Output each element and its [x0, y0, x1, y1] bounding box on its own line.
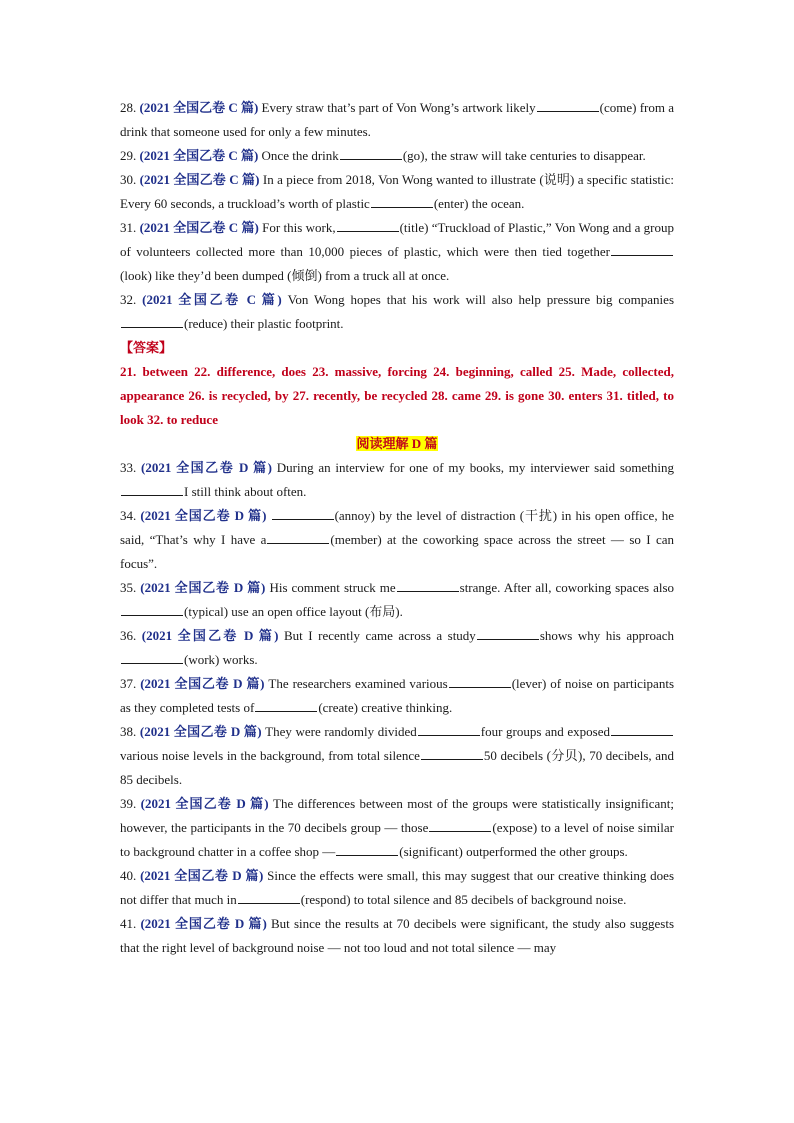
item-text: The differences between most of the groups were statistically insignificant; however, the participants in the 70 decibels group — those	[120, 796, 675, 835]
item-text: Every straw that’s part of Von Wong’s artwork likely	[261, 100, 536, 115]
item-text: (expose) to a level of noise similar to background chatter in a coffee shop —	[120, 820, 675, 859]
item-text: His comment struck me	[269, 580, 396, 595]
item-text: (typical) use an open office layout (布局).	[184, 604, 403, 619]
item-number: 35.	[120, 580, 137, 595]
answer-blank[interactable]	[611, 723, 673, 736]
item-text: (come) from a drink that someone used for only a few minutes.	[120, 100, 674, 139]
exercise-list-d	[120, 456, 674, 960]
item-text: In a piece from 2018, Von Wong wanted to illustrate (说明) a specific statistic: Every 60 seconds, a truckload’s worth of plastic	[120, 172, 675, 211]
answer-blank[interactable]	[121, 315, 183, 328]
item-text: For this work,	[262, 220, 336, 235]
item-number: 40.	[120, 868, 137, 883]
exercise-item	[120, 912, 674, 960]
item-text: (look) like they’d been dumped (倾倒) from a truck all at once.	[120, 268, 450, 283]
answer-blank[interactable]	[429, 819, 491, 832]
item-source: (2021 全国乙卷 D 篇)	[140, 868, 264, 883]
answer-blank[interactable]	[121, 483, 183, 496]
item-number: 34.	[120, 508, 137, 523]
item-text: (significant) outperformed the other groups.	[399, 844, 628, 859]
item-source: (2021 全国乙卷 D 篇)	[141, 460, 272, 475]
answer-blank[interactable]	[340, 147, 402, 160]
item-source: (2021 全国乙卷 D 篇)	[140, 508, 267, 523]
answer-blank[interactable]	[255, 699, 317, 712]
item-source: (2021 全国乙卷 D 篇)	[140, 676, 265, 691]
exercise-item	[120, 576, 674, 624]
item-source: (2021 全国乙卷 D 篇)	[140, 916, 267, 931]
exercise-item	[120, 672, 674, 720]
item-text: (respond) to total silence and 85 decibels of background noise.	[300, 892, 627, 907]
item-text: They were randomly divided	[265, 724, 417, 739]
item-number: 41.	[120, 916, 137, 931]
answer-blank[interactable]	[421, 747, 483, 760]
item-text: Von Wong hopes that his work will also help pressure big companies	[287, 292, 674, 307]
item-source: (2021 全国乙卷 C 篇)	[139, 148, 259, 163]
item-source: (2021 全国乙卷 D 篇)	[139, 724, 262, 739]
item-text: (annoy) by the level of distraction (干扰) in his open office, he said, “That’s why I have a	[120, 508, 675, 547]
exercise-item	[120, 792, 674, 864]
item-number: 36.	[120, 628, 137, 643]
answer-blank[interactable]	[238, 891, 300, 904]
answer-blank[interactable]	[371, 195, 433, 208]
item-text: (go), the straw will take centuries to disappear.	[402, 148, 646, 163]
exercise-item	[120, 456, 674, 504]
item-number: 31.	[120, 220, 137, 235]
item-text: I still think about often.	[184, 484, 307, 499]
item-text: (reduce) their plastic footprint.	[184, 316, 344, 331]
item-text: 50 decibels (分贝), 70 decibels, and 85 decibels.	[120, 748, 674, 787]
item-text: (lever) of noise on participants as they completed tests of	[120, 676, 675, 715]
item-source: (2021 全国乙卷 C 篇)	[139, 220, 259, 235]
exercise-item	[120, 288, 674, 336]
exercise-list-c	[120, 96, 674, 336]
document-content	[120, 96, 674, 960]
item-text: shows why his approach	[539, 628, 675, 643]
exercise-item	[120, 144, 674, 168]
item-text: various noise levels in the background, from total silence	[120, 748, 420, 763]
answer-blank[interactable]	[477, 627, 539, 640]
item-text: four groups and exposed	[480, 724, 611, 739]
exercise-item	[120, 624, 674, 672]
item-text: Once the drink	[261, 148, 339, 163]
item-source: (2021 全国乙卷 C 篇)	[139, 172, 260, 187]
answer-blank[interactable]	[418, 723, 480, 736]
item-text: strange. After all, coworking spaces also	[459, 580, 675, 595]
item-text: (member) at the coworking space across the street — so I can focus”.	[120, 532, 675, 571]
exercise-item	[120, 168, 674, 216]
item-text: But I recently came across a study	[284, 628, 476, 643]
section-title	[120, 432, 674, 456]
answer-blank[interactable]	[397, 579, 459, 592]
item-source: (2021 全国乙卷 D 篇)	[141, 628, 279, 643]
item-text: (work) works.	[184, 652, 258, 667]
answer-blank[interactable]	[267, 531, 329, 544]
section-title-text: 阅读理解 D 篇	[356, 436, 438, 451]
exercise-item	[120, 864, 674, 912]
item-text: The researchers examined various	[268, 676, 448, 691]
item-number: 33.	[120, 460, 137, 475]
answer-heading: 【答案】	[120, 340, 173, 355]
exercise-item	[120, 504, 674, 576]
item-number: 29.	[120, 148, 137, 163]
answer-blank[interactable]	[337, 219, 399, 232]
exercise-item	[120, 720, 674, 792]
item-number: 39.	[120, 796, 137, 811]
item-text: (enter) the ocean.	[433, 196, 525, 211]
answer-blank[interactable]	[449, 675, 511, 688]
item-number: 28.	[120, 100, 137, 115]
item-text: But since the results at 70 decibels were significant, the study also suggests that the right level of background noise — not too loud and not total silence — may	[120, 916, 675, 955]
answer-blank[interactable]	[272, 507, 334, 520]
answer-blank[interactable]	[121, 651, 183, 664]
answer-blank[interactable]	[121, 603, 183, 616]
item-source: (2021 全国乙卷 C 篇)	[139, 100, 259, 115]
item-source: (2021 全国乙卷 D 篇)	[140, 796, 269, 811]
item-number: 30.	[120, 172, 137, 187]
answer-key: 21. between 22. difference, does 23. massive, forcing 24. beginning, called 25. Made, collected, appearance 26. is recycled, by 27. recently, be recycled 28. came 29. is gone 30. enters 31. titled, to look 32. to reduce	[120, 364, 674, 427]
answer-blank[interactable]	[336, 843, 398, 856]
item-source: (2021 全国乙卷 D 篇)	[140, 580, 266, 595]
item-text: During an interview for one of my books, my interviewer said something	[276, 460, 675, 475]
exercise-item	[120, 216, 674, 288]
item-text: (title) “Truckload of Plastic,” Von Wong and a group of volunteers collected more than 10,000 pieces of plastic, which were then tied together	[120, 220, 675, 259]
exercise-item	[120, 96, 674, 144]
item-text: Since the effects were small, this may suggest that our creative thinking does not differ that much in	[120, 868, 675, 907]
answer-blank[interactable]	[537, 99, 599, 112]
item-number: 32.	[120, 292, 137, 307]
item-number: 38.	[120, 724, 137, 739]
answer-blank[interactable]	[611, 243, 673, 256]
item-text: (create) creative thinking.	[318, 700, 453, 715]
item-source: (2021 全国乙卷 C 篇)	[142, 292, 282, 307]
item-number: 37.	[120, 676, 137, 691]
